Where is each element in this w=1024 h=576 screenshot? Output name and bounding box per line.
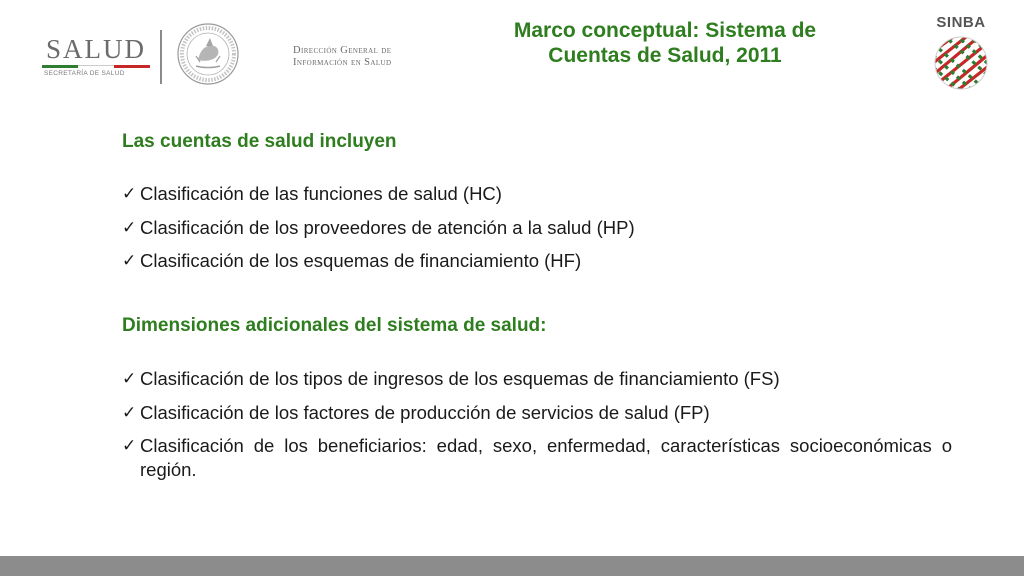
dgis-line1: Dirección General de: [293, 45, 392, 56]
dgis-label: [293, 45, 433, 69]
list-item-text: Clasificación de los tipos de ingresos de los esquemas de financiamiento (FS): [140, 368, 780, 389]
header-divider: [160, 30, 162, 84]
list-item: [122, 367, 952, 391]
slide-title-line1: Marco conceptual: Sistema de: [513, 19, 817, 42]
section2-heading: Dimensiones adicionales del sistema de salud:: [122, 315, 547, 336]
list-item: [122, 216, 952, 240]
list-item: [122, 434, 952, 482]
section1-list: [122, 182, 952, 283]
list-item-text: Clasificación de los factores de producción de servicios de salud (FP): [140, 401, 710, 423]
list-item-text: Clasificación de los beneficiarios: edad, sexo, enfermedad, características socioeconómicas o región.: [140, 435, 952, 480]
salud-flag-stripe: [42, 65, 150, 68]
checkmark-icon: ✓: [122, 217, 137, 237]
salud-logo-subtitle: SECRETARÍA DE SALUD: [44, 70, 125, 77]
slide-title-line2: Cuentas de Salud, 2011: [548, 44, 782, 67]
sinba-logo-text: SINBA: [936, 14, 986, 31]
footer-bar: [0, 556, 1024, 576]
list-item: [122, 401, 952, 425]
checkmark-icon: ✓: [122, 436, 137, 455]
salud-logo: [30, 30, 150, 80]
section1-heading: Las cuentas de salud incluyen: [122, 131, 397, 152]
section2-list: [122, 367, 952, 492]
slide-title: [450, 18, 880, 68]
salud-logo-word: SALUD: [46, 34, 147, 64]
checkmark-icon: ✓: [122, 369, 137, 388]
checkmark-icon: ✓: [122, 402, 137, 422]
list-item: [122, 249, 952, 273]
mexico-seal-icon: [176, 22, 240, 86]
checkmark-icon: ✓: [122, 251, 137, 270]
list-item-text: Clasificación de los proveedores de atención a la salud (HP): [140, 216, 635, 238]
list-item: [122, 182, 952, 206]
checkmark-icon: ✓: [122, 184, 137, 203]
list-item-text: Clasificación de las funciones de salud (HC): [140, 183, 502, 204]
dgis-line2: Información en Salud: [293, 57, 392, 68]
sinba-logo: [926, 14, 996, 94]
sinba-globe-icon: [932, 34, 990, 92]
list-item-text: Clasificación de los esquemas de financiamiento (HF): [140, 250, 582, 271]
